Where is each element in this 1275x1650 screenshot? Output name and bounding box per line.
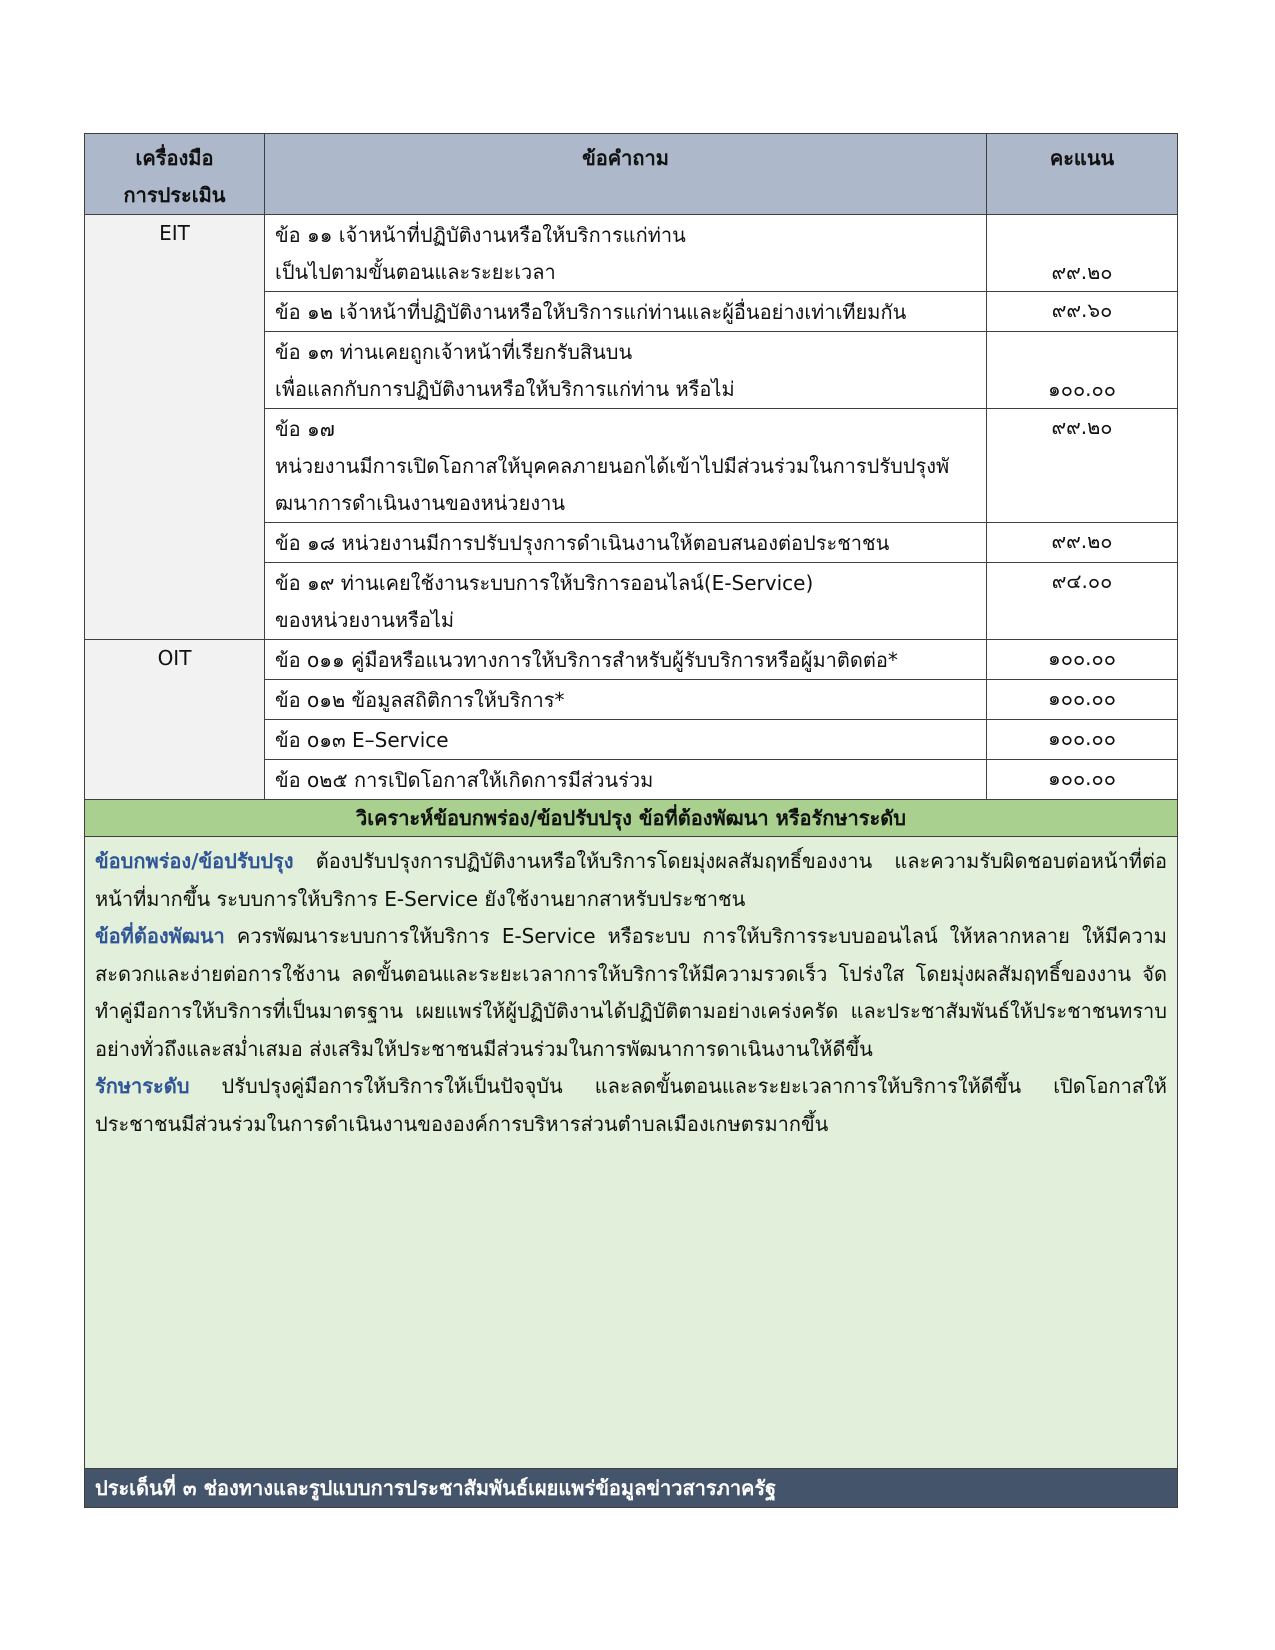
develop-paragraph (95, 918, 1167, 1068)
deficiency-text: ต้องปรับปรุงการปฏิบัติงานหรือให้บริการโดยมุ่งผลสัมฤทธิ์ของงาน และความรับผิดชอบต่อหน้าที่ต่อหน้าที่มากขึ้น ระบบการให้บริการ E-Service ยังใช้งานยากสาหรับประชาชน (95, 849, 1167, 911)
score-value: ๙๙.๒๐ (1051, 260, 1113, 284)
question-line: ข้อ o๑๓ E–Service (275, 728, 449, 752)
question-line: หน่วยงานมีการเปิดโอกาสให้บุคคลภายนอกได้เข้าไปมีส่วนร่วมในการปรับปรุงพั (275, 454, 950, 478)
table-row (85, 215, 1178, 292)
header-tool-line2: การประเมิน (123, 183, 226, 207)
question-cell (265, 680, 987, 720)
score-value: ๙๙.๒๐ (1051, 529, 1113, 553)
question-line: ข้อ o๑๑ คู่มือหรือแนวทางการให้บริการสำหรับผู้รับบริการหรือผู้มาติดต่อ* (275, 648, 898, 672)
analysis-body-row (85, 837, 1178, 1469)
score-value: ๑๐๐.๐๐ (1048, 377, 1116, 401)
table-body (85, 215, 1178, 800)
header-tool-line1: เครื่องมือ (135, 146, 214, 170)
score-value: ๙๙.๒๐ (1051, 415, 1113, 439)
question-line: ข้อ ๑๑ เจ้าหน้าที่ปฏิบัติงานหรือให้บริการแก่ท่าน (275, 223, 686, 247)
maintain-label: รักษาระดับ (95, 1074, 190, 1098)
table-row (85, 640, 1178, 680)
question-line: ข้อ o๒๕ การเปิดโอกาสให้เกิดการมีส่วนร่วม (275, 768, 654, 792)
score-value: ๙๙.๖๐ (1051, 298, 1113, 322)
question-cell (265, 409, 987, 523)
header-question: ข้อคำถาม (265, 134, 987, 215)
score-value: ๑๐๐.๐๐ (1048, 726, 1116, 750)
table-header-row (85, 134, 1178, 215)
question-cell (265, 760, 987, 800)
issue-bar: ประเด็นที่ ๓ ช่องทางและรูปแบบการประชาสัมพันธ์เผยแพร่ข้อมูลข่าวสารภาครัฐ (85, 1469, 1178, 1508)
score-cell (987, 292, 1178, 332)
develop-text: ควรพัฒนาระบบการให้บริการ E-Service หรือระบบ การให้บริการระบบออนไลน์ ให้หลากหลาย ให้มีความสะดวกและง่ายต่อการใช้งาน ลดขั้นตอนและระยะเวลาการให้บริการให้มีความรวดเร็ว โปร่งใส โดยมุ่งผลสัมฤทธิ์ของงาน จัดทำคู่มือการให้บริการที่เป็นมาตรฐาน เผยแพร่ให้ผู้ปฏิบัติงานได้ปฏิบัติตามอย่างเคร่งครัด และประชาสัมพันธ์ให้ประชาชนทราบอย่างทั่วถึงและสม่ำเสมอ ส่งเสริมให้ประชาชนมีส่วนร่วมในการพัฒนาการดาเนินงานให้ดีขึ้น (95, 924, 1167, 1061)
develop-label: ข้อที่ต้องพัฒนา (95, 924, 225, 948)
question-line: ข้อ ๑๘ หน่วยงานมีการปรับปรุงการดำเนินงานให้ตอบสนองต่อประชาชน (275, 531, 890, 555)
question-line: ข้อ ๑๒ เจ้าหน้าที่ปฏิบัติงานหรือให้บริการแก่ท่านและผู้อื่นอย่างเท่าเทียมกัน (275, 300, 907, 324)
question-cell (265, 523, 987, 563)
score-cell (987, 680, 1178, 720)
question-cell (265, 332, 987, 409)
maintain-text: ปรับปรุงคู่มือการให้บริการให้เป็นปัจจุบัน และลดขั้นตอนและระยะเวลาการให้บริการให้ดีขึ้น เปิดโอกาสให้ประชาชนมีส่วนร่วมในการดำเนินงานขององค์การบริหารส่วนตำบลเมืองเกษตรมากขึ้น (95, 1074, 1167, 1136)
question-line: เพื่อแลกกับการปฏิบัติงานหรือให้บริการแก่ท่าน หรือไม่ (275, 377, 735, 401)
score-value: ๑๐๐.๐๐ (1048, 646, 1116, 670)
question-cell (265, 720, 987, 760)
question-line: ของหน่วยงานหรือไม่ (275, 608, 455, 632)
score-cell (987, 563, 1178, 640)
score-cell (987, 760, 1178, 800)
assessment-table (84, 133, 1178, 1508)
question-cell (265, 215, 987, 292)
question-cell (265, 563, 987, 640)
question-line: เป็นไปตามขั้นตอนและระยะเวลา (275, 260, 556, 284)
header-score: คะแนน (987, 134, 1178, 215)
maintain-paragraph (95, 1068, 1167, 1143)
deficiency-label: ข้อบกพร่อง/ข้อปรับปรุง (95, 849, 294, 873)
score-cell (987, 720, 1178, 760)
tool-cell: OIT (85, 640, 265, 800)
question-line: ข้อ ๑๙ ท่านเคยใช้งานระบบการให้บริการออนไลน์(E-Service) (275, 571, 814, 595)
score-cell (987, 215, 1178, 292)
analysis-body (85, 837, 1178, 1469)
score-cell (987, 409, 1178, 523)
score-cell (987, 640, 1178, 680)
score-value: ๑๐๐.๐๐ (1048, 766, 1116, 790)
analysis-heading: วิเคราะห์ข้อบกพร่อง/ข้อปรับปรุง ข้อที่ต้องพัฒนา หรือรักษาระดับ (85, 800, 1178, 837)
score-cell (987, 523, 1178, 563)
question-line: ข้อ ๑๓ ท่านเคยถูกเจ้าหน้าที่เรียกรับสินบน (275, 340, 633, 364)
question-cell (265, 640, 987, 680)
tool-cell: EIT (85, 215, 265, 640)
header-tool (85, 134, 265, 215)
question-cell (265, 292, 987, 332)
score-value: ๙๔.๐๐ (1051, 569, 1113, 593)
issue-row (85, 1469, 1178, 1508)
question-line: ข้อ ๑๗ (275, 417, 335, 441)
score-value: ๑๐๐.๐๐ (1048, 686, 1116, 710)
question-line: ฒนาการดำเนินงานของหน่วยงาน (275, 491, 566, 515)
question-line: ข้อ o๑๒ ข้อมูลสถิติการให้บริการ* (275, 688, 565, 712)
score-cell (987, 332, 1178, 409)
analysis-heading-row (85, 800, 1178, 837)
deficiency-paragraph (95, 843, 1167, 918)
